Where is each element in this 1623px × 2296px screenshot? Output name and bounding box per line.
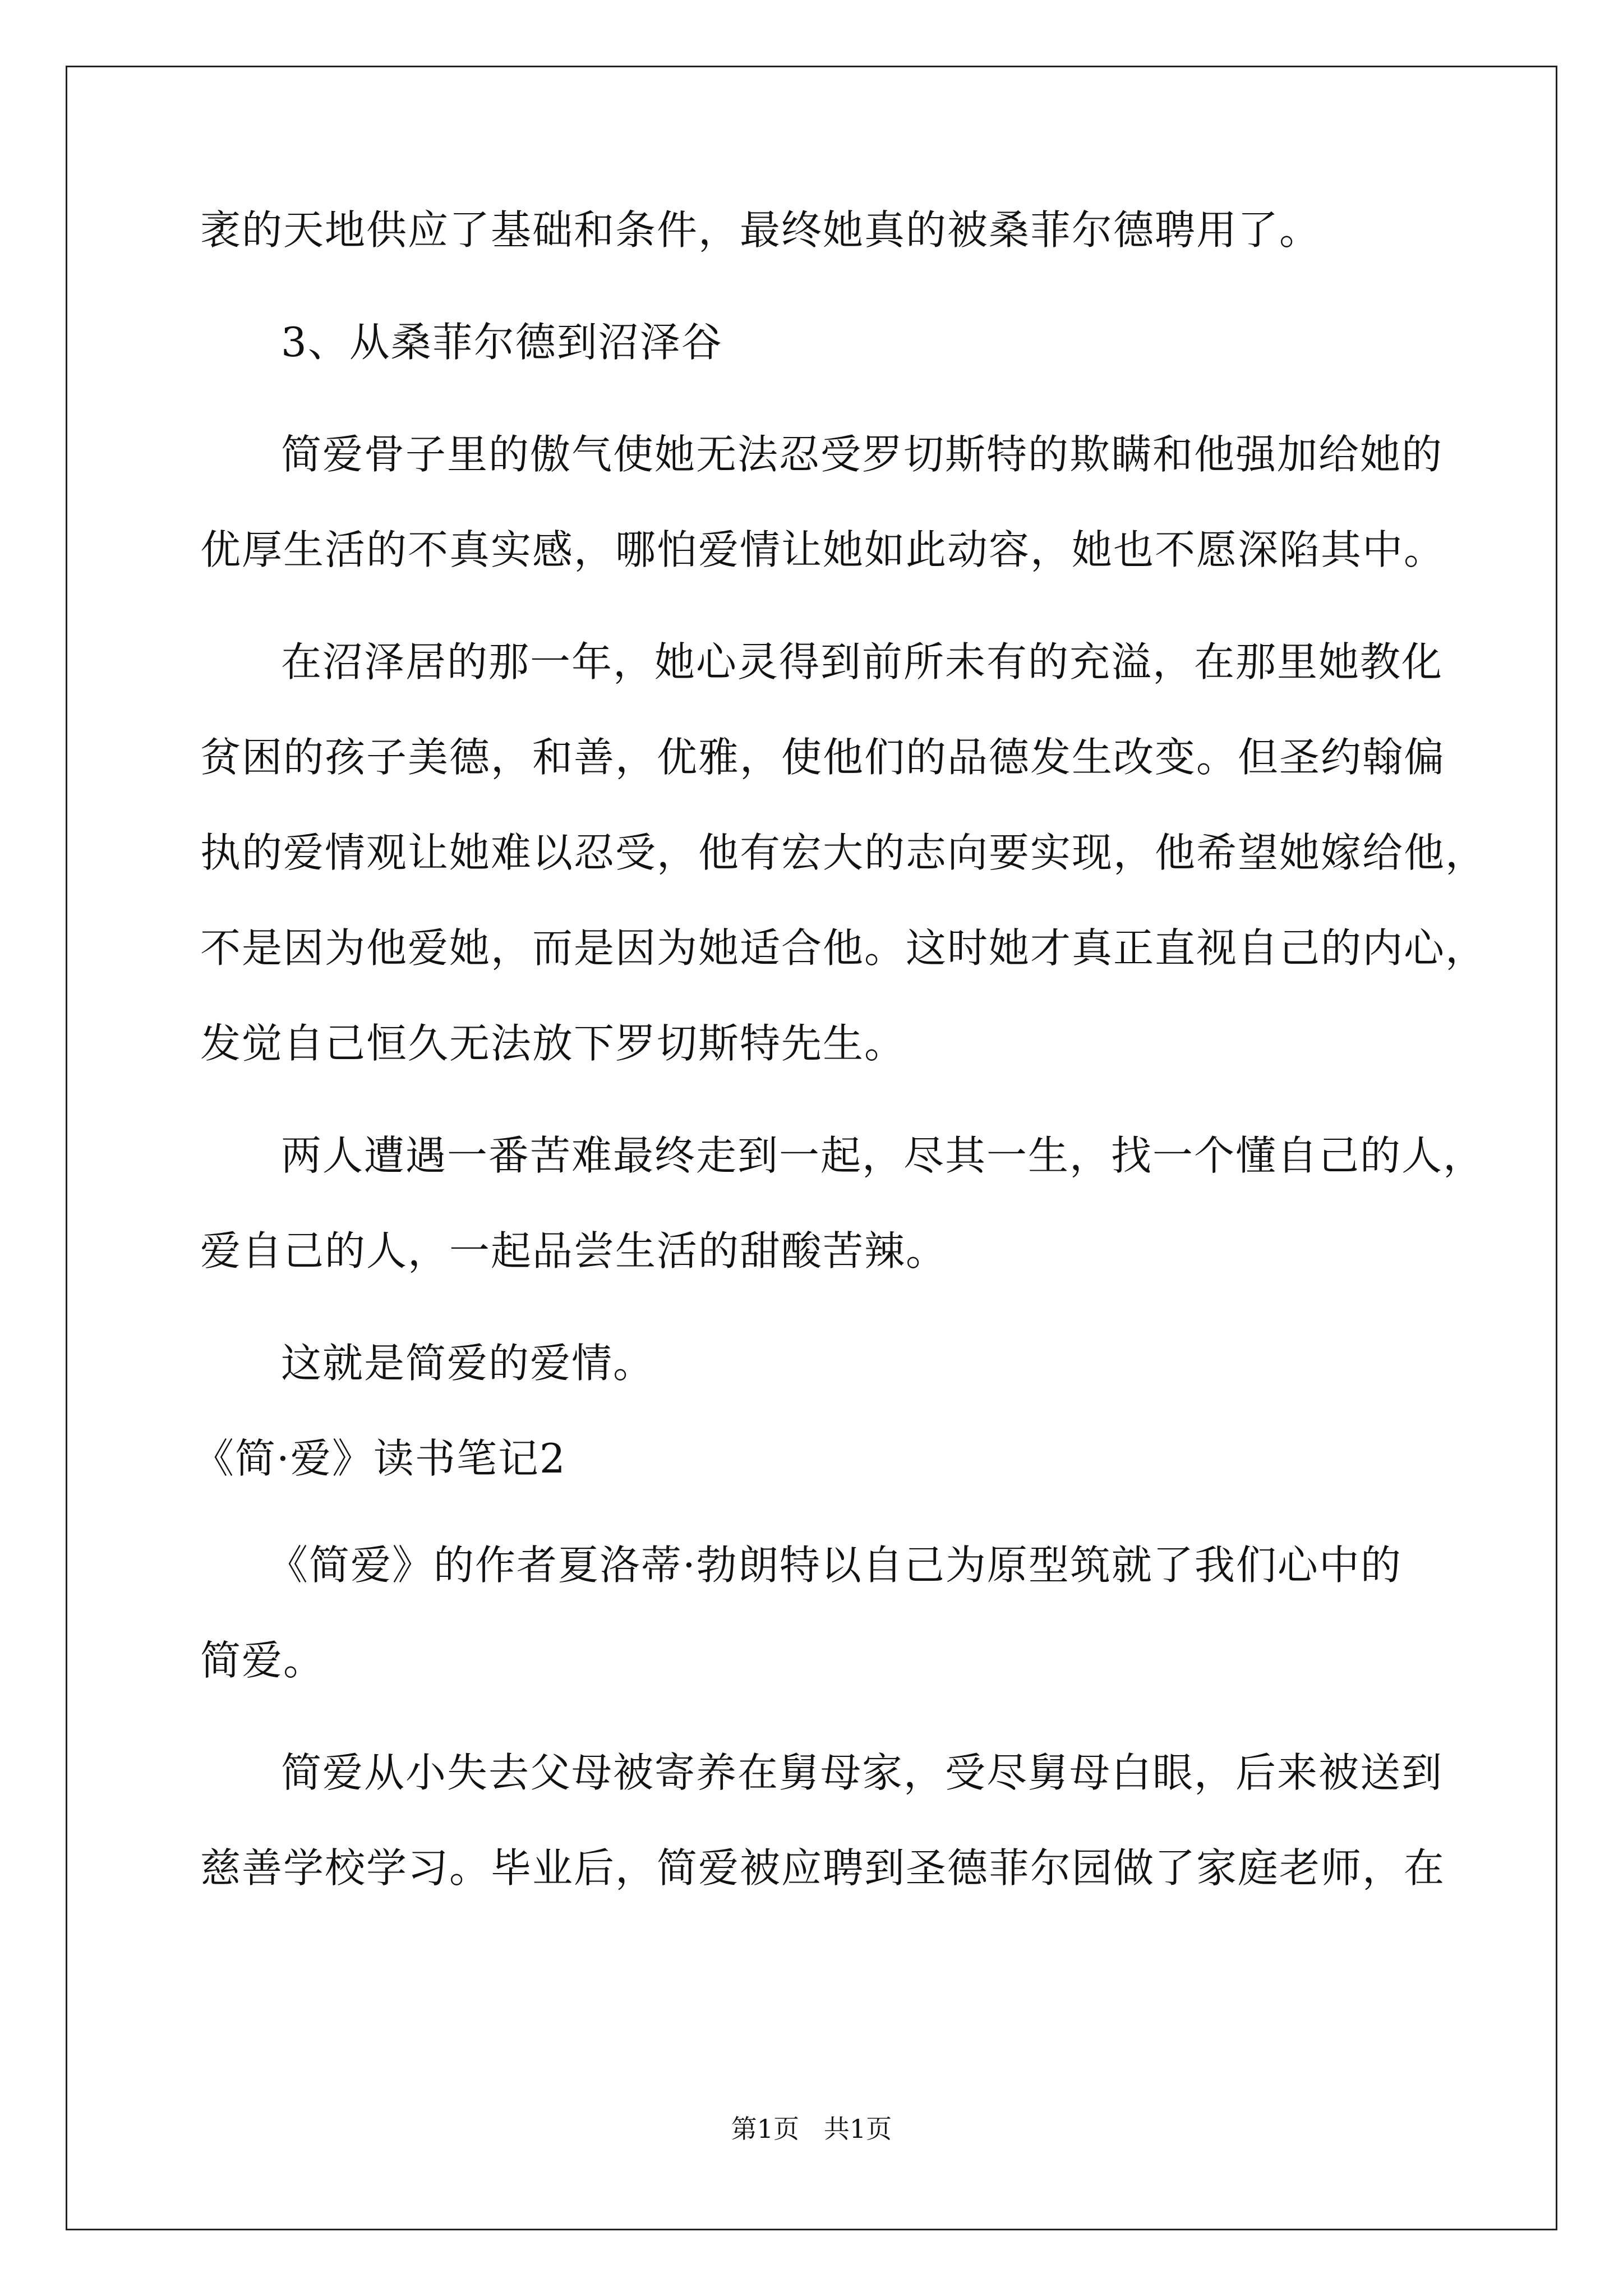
paragraph-line: 这就是简爱的爱情。 xyxy=(281,1340,655,1387)
document-title: 《简·爱》读书笔记2 xyxy=(193,1435,566,1482)
paragraph-line: 执的爱情观让她难以忍受，他有宏大的志向要实现，他希望她嫁给他， xyxy=(200,829,1487,876)
paragraph-line: 简爱从小失去父母被寄养在舅母家，受尽舅母白眼，后来被送到 xyxy=(281,1749,1444,1796)
paragraph-line: 两人遭遇一番苦难最终走到一起，尽其一生，找一个懂自己的人， xyxy=(281,1132,1485,1179)
paragraph-line: 《简爱》的作者夏洛蒂·勃朗特以自己为原型筑就了我们心中的 xyxy=(268,1542,1402,1589)
paragraph-line: 简爱。 xyxy=(200,1637,325,1684)
paragraph-line: 爱自己的人，一起品尝生活的甜酸苦辣。 xyxy=(200,1227,948,1274)
paragraph-line: 慈善学校学习。毕业后，简爱被应聘到圣德菲尔园做了家庭老师，在 xyxy=(200,1844,1446,1892)
paragraph-line: 不是因为他爱她，而是因为她适合他。这时她才真正直视自己的内心， xyxy=(200,924,1487,972)
paragraph-line: 发觉自己恒久无法放下罗切斯特先生。 xyxy=(200,1020,906,1067)
page-footer: 第1页 共1页 xyxy=(731,2114,892,2144)
section-heading: 3、从桑菲尔德到沼泽谷 xyxy=(281,319,723,366)
paragraph-line: 贫困的孩子美德，和善，优雅，使他们的品德发生改变。但圣约翰偏 xyxy=(200,734,1446,781)
paragraph-line: 简爱骨子里的傲气使她无法忍受罗切斯特的欺瞒和他强加给她的 xyxy=(281,431,1444,478)
paragraph-line: 在沼泽居的那一年，她心灵得到前所未有的充溢，在那里她教化 xyxy=(281,638,1444,685)
paragraph-line: 袤的天地供应了基础和条件，最终她真的被桑菲尔德聘用了。 xyxy=(200,206,1321,254)
paragraph-line: 优厚生活的不真实感，哪怕爱情让她如此动容，她也不愿深陷其中。 xyxy=(200,526,1446,573)
